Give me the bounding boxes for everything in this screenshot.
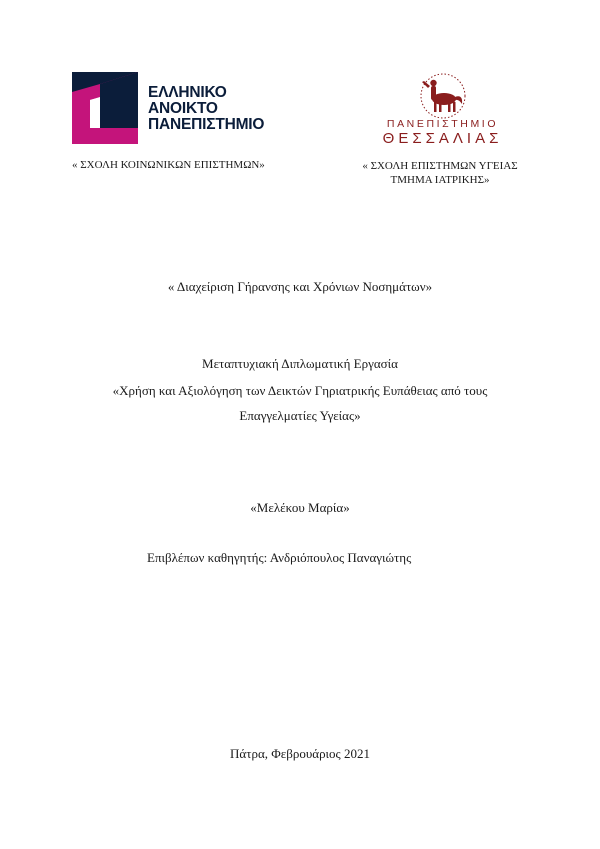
thesis-type: Μεταπτυχιακή Διπλωματική Εργασία [202,356,398,371]
school-social-sciences: « ΣΧΟΛΗ ΚΟΙΝΩΝΙΚΩΝ ΕΠΙΣΤΗΜΩΝ» [72,159,265,171]
school-health-sciences [340,159,540,187]
uth-logo-line1: ΠΑΝΕΠΙΣΤΗΜΙΟ [386,118,499,130]
program-title: « Διαχείριση Γήρανσης και Χρόνιων Νοσημάτων» [167,279,433,294]
school-health-sciences-line1: « ΣΧΟΛΗ ΕΠΙΣΤΗΜΩΝ ΥΓΕΙΑΣ [362,160,518,172]
uth-logo-line2: ΘΕΣΣΑΛΙΑΣ [382,130,503,147]
uth-centaur-emblem-icon [408,72,478,120]
thesis-title-line2: Επαγγελματίες Υγείας» [239,408,361,423]
eap-logo-line: ΑΝΟΙΚΤΟ [148,100,218,117]
eap-logo-text [148,85,264,133]
thesis-title-line1: «Χρήση και Αξιολόγηση των Δεικτών Γηριατρικής Ευπάθειας από τους [112,383,488,398]
supervisor: Επιβλέπων καθηγητής: Ανδριόπουλος Παναγιώτης [147,550,412,565]
thesis-title [0,378,600,428]
department-medicine: ΤΜΗΜΑ ΙΑΤΡΙΚΗΣ» [390,174,490,186]
place-date: Πάτρα, Φεβρουάριος 2021 [230,746,370,761]
author-name: «Μελέκου Μαρία» [250,500,350,515]
eap-logo-line: ΕΛΛΗΝΙΚΟ [148,84,227,101]
eap-logo-line: ΠΑΝΕΠΙΣΤΗΜΙΟ [148,116,265,133]
